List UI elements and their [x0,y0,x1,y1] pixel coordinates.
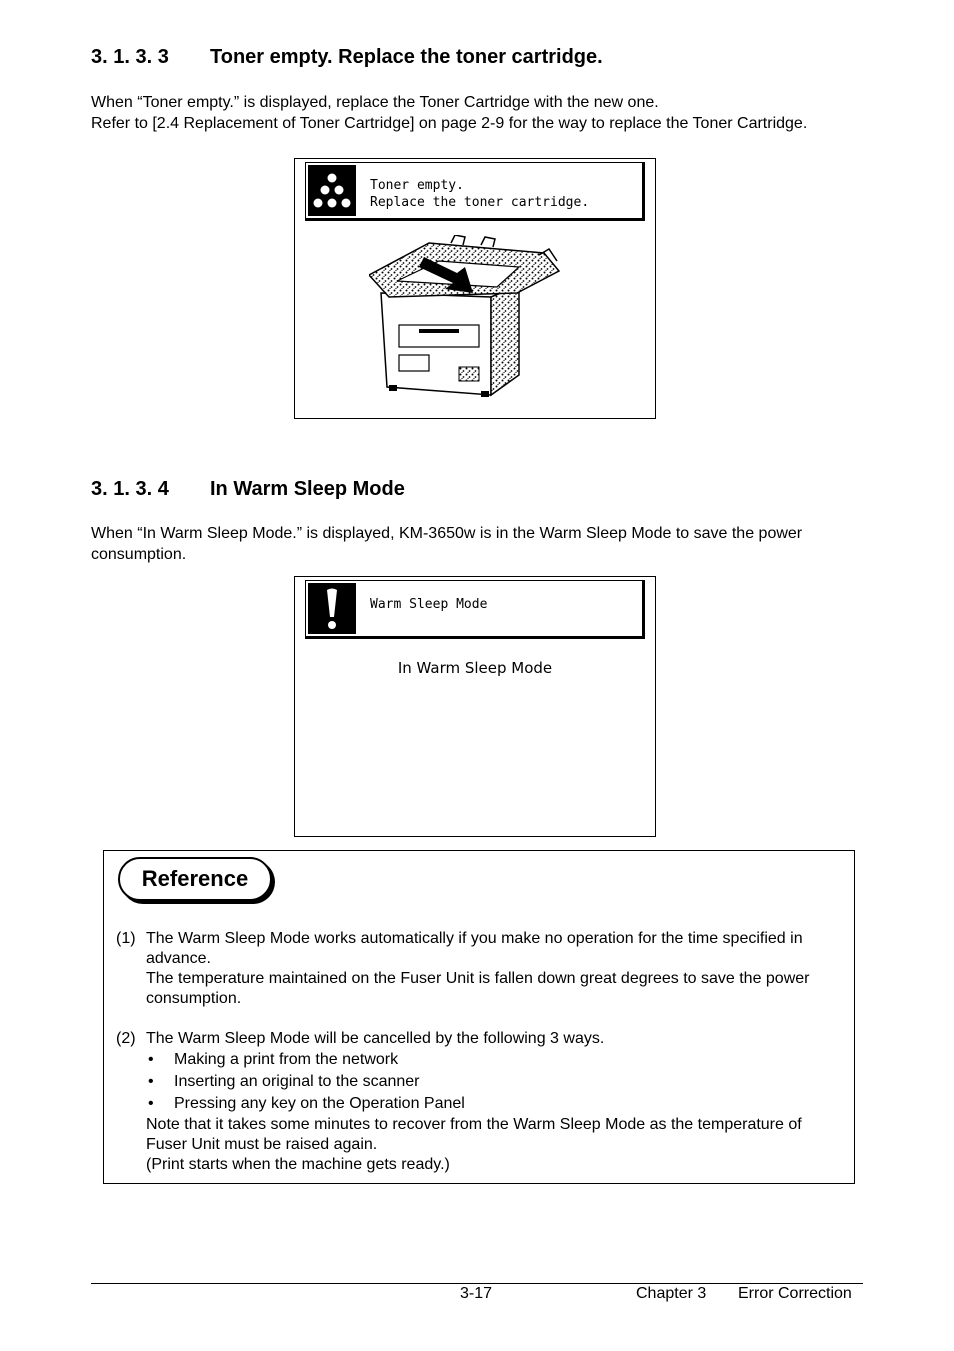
footer-rule [91,1283,863,1284]
paragraph: Refer to [2.4 Replacement of Toner Cartridge] on page 2-9 for the way to replace the Toner Cartridge. [91,115,808,132]
page-number: 3-17 [460,1285,493,1302]
footer-chapter-title: Error Correction [738,1285,852,1302]
message-header: Warm Sleep Mode [370,597,488,612]
item-text: (Print starts when the machine gets ready.) [146,1156,450,1173]
item-label: (2) [116,1030,136,1047]
message-bar [305,580,645,639]
item-text: The temperature maintained on the Fuser Unit is fallen down great degrees to save the power consumption. [146,970,810,1007]
screen-status-text: In Warm Sleep Mode [397,659,553,677]
section-heading-toner-empty [91,46,603,69]
bullet-list [146,1049,836,1115]
reference-item-1 [116,929,836,1009]
message-line-2: Replace the toner cartridge. [370,195,590,210]
reference-box [103,850,855,1184]
section-number: 3. 1. 3. 3 [91,46,169,68]
item-text: The Warm Sleep Mode works automatically if you make no operation for the time specified in advance. [146,930,803,967]
reference-list [116,929,836,1175]
item-text: Note that it takes some minutes to recover from the Warm Sleep Mode as the temperature of Fuser Unit must be raised again. [146,1116,802,1153]
message-bar [305,162,645,221]
printer-illustration [369,235,569,400]
item-text: The Warm Sleep Mode will be cancelled by the following 3 ways. [146,1030,605,1047]
toner-empty-description [91,92,851,134]
reference-badge: Reference [118,857,272,901]
warm-sleep-description [91,523,851,565]
paragraph: When “In Warm Sleep Mode.” is displayed, KM-3650w is in the Warm Sleep Mode to save the power consumption. [91,525,803,563]
list-item: • Making a print from the network [146,1049,836,1071]
warm-sleep-screen [294,576,656,837]
list-item: • Inserting an original to the scanner [146,1071,836,1093]
toner-empty-screen [294,158,656,419]
section-heading-warm-sleep [91,478,405,501]
footer-chapter: Chapter 3 [636,1285,707,1302]
message-line-1: Toner empty. [370,178,464,193]
toner-dots-icon [308,165,356,216]
item-label: (1) [116,930,136,947]
reference-item-2 [116,1029,836,1175]
exclamation-icon [308,583,356,634]
section-number: 3. 1. 3. 4 [91,478,169,500]
paragraph: When “Toner empty.” is displayed, replace the Toner Cartridge with the new one. [91,94,659,111]
list-item: • Pressing any key on the Operation Panel [146,1093,836,1115]
section-title: In Warm Sleep Mode [210,478,405,500]
section-title: Toner empty. Replace the toner cartridge. [210,46,603,68]
